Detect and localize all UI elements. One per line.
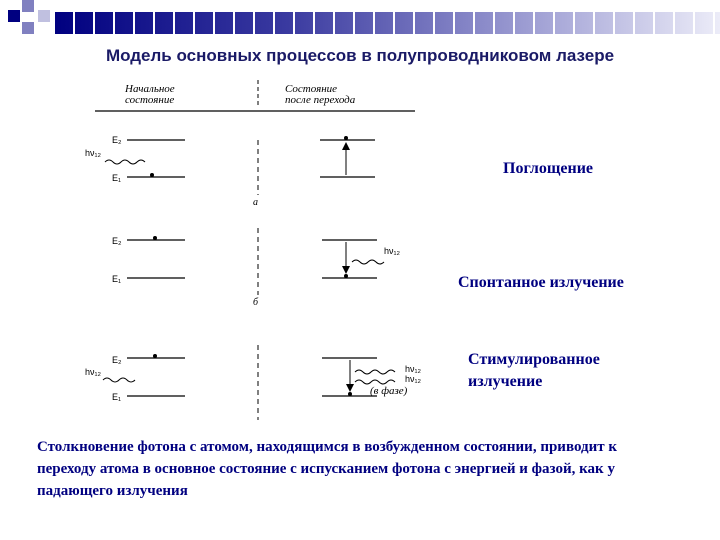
header-left-line2: состояние [125,94,175,106]
header-right-line2: после перехода [285,94,356,106]
electron-after [348,392,352,396]
level-e2-label: E₂ [112,355,122,365]
emitted-photon-wave [352,260,384,264]
slide-title: Модель основных процессов в полупроводниковом лазере [105,46,615,65]
level-e2-label: E₂ [112,135,122,145]
header-left-line1: Начальное [125,83,175,95]
photon-label: hν₁₂ [85,148,102,158]
emitted-photon-wave [355,370,395,374]
caption-text: Столкновение фотона с атомом, находящимся в возбужденном состоянии, приводит к переходу атома в основное состояние с испусканием фотона с энергией и фазой, как у падающего излучения [37,439,617,499]
label-absorption: Поглощение [503,160,594,177]
panel-b-mark: б [253,297,259,308]
incoming-photon-wave [103,378,135,382]
level-e1-label: E₁ [112,173,122,183]
photon-label: hν₁₂ [384,246,401,256]
level-e1-label: E₁ [112,392,122,402]
electron-after [344,136,348,140]
level-e1-label: E₁ [112,274,122,284]
panel-a-mark: a [253,197,258,208]
electron [153,236,157,240]
emitted-photon-wave [355,380,395,384]
photon-label: hν₁₂ [85,367,102,377]
label-stimulated-emission-line2: излучение [468,373,543,390]
photon-label: hν₁₂ [405,374,422,384]
electron [153,354,157,358]
photon-label: hν₁₂ [405,364,422,374]
label-stimulated-emission-line1: Стимулированное [468,351,600,368]
electron [150,173,154,177]
incoming-photon-wave [105,160,145,164]
label-spontaneous-emission: Спонтанное излучение [458,274,624,291]
electron-after [344,274,348,278]
header-right-line1: Состояние [285,83,338,95]
level-e2-label: E₂ [112,236,122,246]
in-phase-note: (в фазе) [370,385,408,397]
